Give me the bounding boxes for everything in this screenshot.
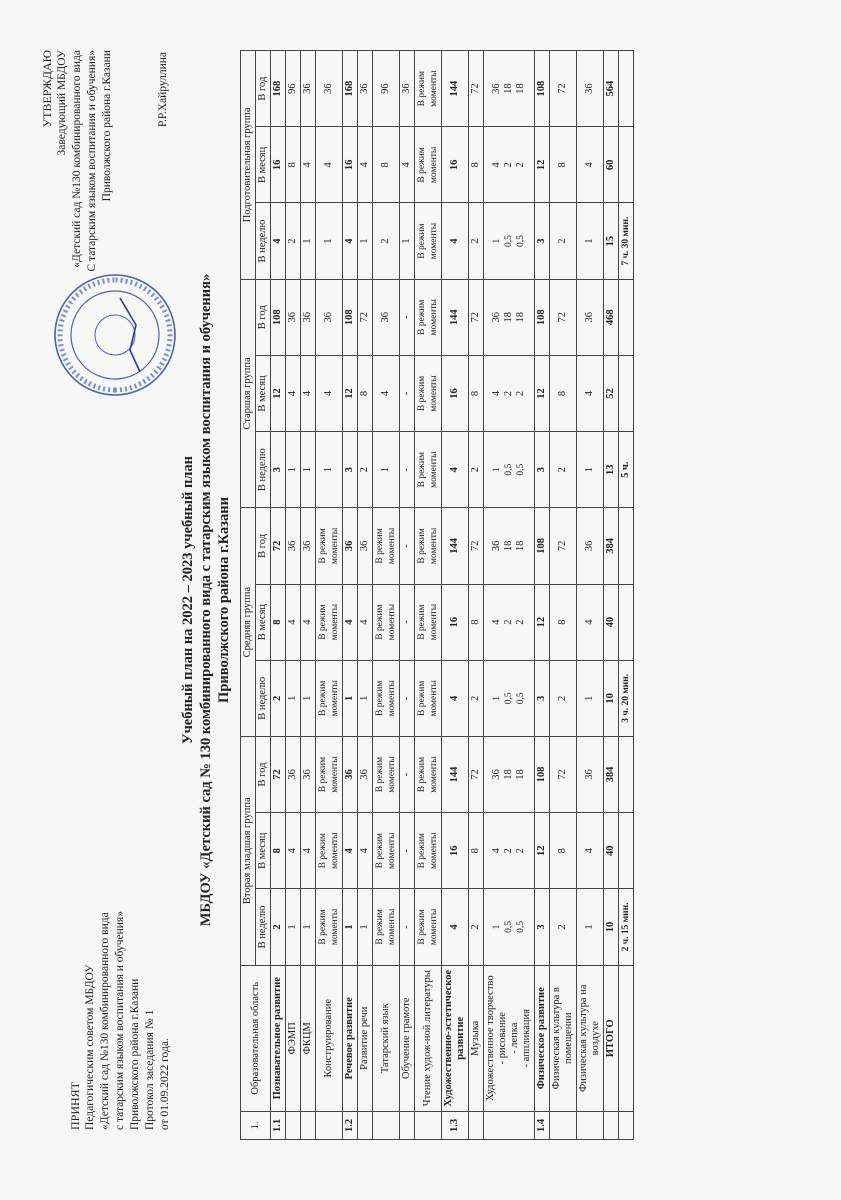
table-cell: 384 — [604, 508, 619, 584]
row-area-name: Физическое развитие — [535, 965, 550, 1111]
table-cell: 15 — [604, 203, 619, 279]
row-area-name: Физическая культура в помещении — [550, 965, 577, 1111]
title-line-2: МБДОУ «Детский сад № 130 комбинированного вида с татарским языком воспитания и обучения» — [198, 273, 214, 927]
table-cell: 8 — [550, 584, 577, 660]
table-cell: 4 — [442, 889, 469, 965]
title-line-1: Учебный план на 2022 – 2023 учебный план — [180, 455, 196, 745]
table-cell: 1 — [577, 203, 604, 279]
table-cell: 36 — [373, 279, 400, 355]
row-number — [550, 1111, 577, 1139]
row-area-name: Художественно-эстетическое развитие — [442, 965, 469, 1111]
table-cell: 108 — [535, 736, 550, 812]
table-cell: 1 — [358, 889, 373, 965]
row-number — [577, 1111, 604, 1139]
table-cell: 2 — [550, 889, 577, 965]
table-row — [343, 51, 358, 1140]
row-area-name: ИТОГО — [604, 965, 619, 1111]
accepted-line: от 01.09.2022 года. — [159, 1038, 171, 1130]
row-number: 1.2 — [343, 1111, 358, 1139]
table-cell: 1 — [286, 432, 301, 508]
table-cell: 4 — [358, 584, 373, 660]
table-cell: - — [400, 432, 415, 508]
group-header: Старшая группа — [241, 279, 256, 508]
table-cell: 36 18 18 — [484, 736, 535, 812]
table-cell: 2 — [550, 432, 577, 508]
table-cell: 384 — [604, 736, 619, 812]
title-line-3: Приволжского района г.Казани — [216, 497, 232, 703]
table-cell: 1 — [286, 660, 301, 736]
table-cell: 36 — [301, 279, 316, 355]
table-cell: 2 — [469, 432, 484, 508]
table-cell: 8 — [550, 127, 577, 203]
table-cell: В режим моменты — [373, 813, 400, 889]
table-cell — [619, 51, 634, 127]
table-cell: 12 — [271, 355, 286, 431]
table-cell: В режим моменты — [415, 584, 442, 660]
table-cell: 4 — [271, 203, 286, 279]
table-cell: 96 — [373, 51, 400, 127]
table-cell: 72 — [550, 508, 577, 584]
table-cell — [619, 355, 634, 431]
group-header: Подготовительная группа — [241, 51, 256, 280]
table-cell: 36 — [577, 508, 604, 584]
table-cell: 36 — [301, 736, 316, 812]
table-cell — [619, 736, 634, 812]
table-cell: 4 — [400, 127, 415, 203]
table-cell: 72 — [550, 736, 577, 812]
table-cell: В режим моменты — [373, 736, 400, 812]
table-cell: 2 — [550, 203, 577, 279]
table-cell: 1 — [343, 889, 358, 965]
table-row — [577, 51, 604, 1140]
table-cell: 2 — [550, 660, 577, 736]
table-cell: 1 0,5 0,5 — [484, 660, 535, 736]
table-row — [469, 51, 484, 1140]
table-cell: 4 — [577, 813, 604, 889]
table-cell: 1 — [400, 203, 415, 279]
table-cell: 1 0,5 0,5 — [484, 432, 535, 508]
table-cell: 108 — [271, 279, 286, 355]
row-number — [286, 1111, 301, 1139]
row-number — [619, 1111, 634, 1139]
table-cell: 8 — [373, 127, 400, 203]
table-cell: 8 — [271, 584, 286, 660]
table-cell: 108 — [535, 279, 550, 355]
table-cell: 3 — [535, 432, 550, 508]
table-cell: 12 — [535, 813, 550, 889]
table-row — [415, 51, 442, 1140]
table-cell: В режим моменты — [373, 508, 400, 584]
table-cell: 8 — [469, 355, 484, 431]
accepted-line: «Детский сад №130 комбинированного вида — [99, 912, 111, 1130]
period-header: В неделю — [256, 432, 271, 508]
table-cell: 1 — [286, 889, 301, 965]
table-cell: 2 — [271, 889, 286, 965]
table-cell — [619, 584, 634, 660]
period-header: В год — [256, 508, 271, 584]
period-header: В неделю — [256, 203, 271, 279]
table-cell: 1 — [373, 432, 400, 508]
row-number: 1.1 — [271, 1111, 286, 1139]
table-cell: В режим моменты — [415, 51, 442, 127]
row-area-name: ФКЦМ — [301, 965, 316, 1111]
table-cell: 3 — [535, 203, 550, 279]
row-number — [415, 1111, 442, 1139]
table-cell: 4 — [301, 584, 316, 660]
table-cell: 3 — [535, 889, 550, 965]
table-cell: 4 — [442, 432, 469, 508]
period-header: В год — [256, 736, 271, 812]
table-row — [316, 51, 343, 1140]
row-number — [484, 1111, 535, 1139]
table-cell: 1 — [358, 660, 373, 736]
table-cell: 72 — [550, 51, 577, 127]
table-cell: 144 — [442, 736, 469, 812]
table-cell: - — [400, 660, 415, 736]
table-row — [400, 51, 415, 1140]
table-cell: 5 ч. — [619, 432, 634, 508]
row-number — [358, 1111, 373, 1139]
table-cell: 1 — [316, 432, 343, 508]
table-cell: 36 — [286, 508, 301, 584]
period-header: В месяц — [256, 355, 271, 431]
table-cell: В режим моменты — [415, 127, 442, 203]
table-cell: 36 — [301, 508, 316, 584]
table-row — [484, 51, 535, 1140]
table-cell: 8 — [550, 813, 577, 889]
approved-line: Заведующий МБДОУ — [56, 50, 68, 156]
table-cell: 4 — [343, 584, 358, 660]
table-cell: 1 — [301, 432, 316, 508]
table-cell: 72 — [271, 508, 286, 584]
table-cell: 2 — [469, 889, 484, 965]
table-cell: 8 — [469, 127, 484, 203]
table-cell: - — [400, 508, 415, 584]
col-area-header: Образовательная область — [241, 965, 271, 1111]
table-cell — [619, 508, 634, 584]
row-area-name: Развитие речи — [358, 965, 373, 1111]
row-number — [469, 1111, 484, 1139]
table-cell: 16 — [343, 127, 358, 203]
table-cell: 1 — [577, 889, 604, 965]
table-cell: 4 — [358, 813, 373, 889]
table-cell: 4 — [286, 813, 301, 889]
table-cell: 36 — [358, 736, 373, 812]
table-cell: 3 ч. 20 мин. — [619, 660, 634, 736]
table-cell: 144 — [442, 279, 469, 355]
accepted-line: Протокол заседания № 1 — [144, 1009, 156, 1130]
table-cell: 10 — [604, 889, 619, 965]
table-cell: 36 18 18 — [484, 51, 535, 127]
table-cell: 36 18 18 — [484, 279, 535, 355]
table-cell: 2 — [373, 203, 400, 279]
table-row — [535, 51, 550, 1140]
curriculum-table — [240, 50, 634, 1140]
table-cell: 564 — [604, 51, 619, 127]
table-cell: 4 — [316, 127, 343, 203]
table-cell: 16 — [442, 355, 469, 431]
table-cell: 8 — [358, 355, 373, 431]
table-row — [286, 51, 301, 1140]
table-cell: 36 — [316, 51, 343, 127]
table-cell: 72 — [469, 51, 484, 127]
table-cell: В режим моменты — [415, 660, 442, 736]
table-cell: 2 — [271, 660, 286, 736]
accepted-line: Приволжского района г.Казани — [129, 978, 141, 1130]
row-area-name: Музыка — [469, 965, 484, 1111]
table-cell: 16 — [271, 127, 286, 203]
period-header: В месяц — [256, 813, 271, 889]
table-cell: 1 0,5 0,5 — [484, 889, 535, 965]
table-cell: В режим моменты — [415, 203, 442, 279]
table-cell: 36 — [358, 508, 373, 584]
table-cell: 52 — [604, 355, 619, 431]
table-cell: 4 — [286, 355, 301, 431]
table-cell: 1 — [301, 660, 316, 736]
accepted-line: Педагогическим советом МБДОУ — [84, 964, 96, 1130]
table-cell: 10 — [604, 660, 619, 736]
table-cell: 72 — [469, 736, 484, 812]
table-cell: В режим моменты — [415, 508, 442, 584]
table-cell: 1 — [343, 660, 358, 736]
table-cell: 96 — [286, 51, 301, 127]
table-cell: 36 — [301, 51, 316, 127]
table-cell: 36 — [577, 51, 604, 127]
table-cell: 2 — [358, 432, 373, 508]
table-cell: В режим моменты — [316, 660, 343, 736]
table-cell: 12 — [535, 127, 550, 203]
table-cell: 4 — [577, 584, 604, 660]
table-cell: 4 — [442, 203, 469, 279]
table-row — [550, 51, 577, 1140]
signature-name: Р.Р.Хайруллина — [157, 52, 169, 127]
table-cell: 108 — [535, 51, 550, 127]
table-cell: 4 — [442, 660, 469, 736]
table-cell: 36 — [286, 736, 301, 812]
row-area-name — [619, 965, 634, 1111]
table-cell: 4 2 2 — [484, 813, 535, 889]
table-cell: В режим моменты — [415, 279, 442, 355]
table-cell: 60 — [604, 127, 619, 203]
table-cell: 4 — [343, 203, 358, 279]
table-cell: 72 — [271, 736, 286, 812]
row-number: 1.3 — [442, 1111, 469, 1139]
table-cell: В режим моменты — [316, 889, 343, 965]
period-header: В неделю — [256, 889, 271, 965]
table-cell: 1 — [577, 660, 604, 736]
table-cell: - — [400, 279, 415, 355]
row-area-name: Физическая культура на воздухе — [577, 965, 604, 1111]
table-cell: 36 — [577, 279, 604, 355]
table-cell: 4 — [301, 127, 316, 203]
table-cell: 108 — [535, 508, 550, 584]
row-area-name: Обучение грамоте — [400, 965, 415, 1111]
group-header: Вторая младшая группа — [241, 736, 256, 965]
table-cell: 4 — [301, 813, 316, 889]
table-cell: 168 — [343, 51, 358, 127]
table-cell: - — [400, 889, 415, 965]
table-cell: 40 — [604, 584, 619, 660]
row-area-name: Художественное творчество - рисование - лепка - аппликация — [484, 965, 535, 1111]
accepted-line: с татарским языком воспитания и обучения» — [114, 911, 126, 1130]
table-cell: 36 — [286, 279, 301, 355]
table-cell: 36 — [400, 51, 415, 127]
table-cell: 2 — [469, 203, 484, 279]
accepted-heading: ПРИНЯТ — [68, 1081, 82, 1130]
table-cell: 1 — [301, 203, 316, 279]
table-cell: - — [400, 355, 415, 431]
table-cell: 4 2 2 — [484, 355, 535, 431]
table-cell: В режим моменты — [415, 355, 442, 431]
table-cell: 4 — [301, 355, 316, 431]
period-header: В год — [256, 51, 271, 127]
table-cell: 144 — [442, 51, 469, 127]
table-cell: 4 — [577, 127, 604, 203]
table-cell: 2 ч. 15 мин. — [619, 889, 634, 965]
document-title — [180, 50, 233, 1150]
table-cell: 4 2 2 — [484, 127, 535, 203]
table-cell: В режим моменты — [316, 584, 343, 660]
table-cell: 8 — [286, 127, 301, 203]
table-cell: 3 — [271, 432, 286, 508]
table-cell: 1 — [316, 203, 343, 279]
table-cell: В режим моменты — [373, 660, 400, 736]
rotated-sheet — [40, 50, 800, 1150]
table-cell: В режим моменты — [316, 813, 343, 889]
table-cell: 72 — [469, 508, 484, 584]
table-cell: 8 — [469, 813, 484, 889]
row-number — [373, 1111, 400, 1139]
period-header: В месяц — [256, 584, 271, 660]
table-cell: 4 — [343, 813, 358, 889]
table-cell: 72 — [358, 279, 373, 355]
row-area-name: Конструирование — [316, 965, 343, 1111]
table-cell: В режим моменты — [415, 736, 442, 812]
table-cell: 3 — [343, 432, 358, 508]
table-cell: 13 — [604, 432, 619, 508]
table-cell: 4 — [577, 355, 604, 431]
row-area-name: Татарский язык — [373, 965, 400, 1111]
table-cell: 8 — [550, 355, 577, 431]
table-cell: 108 — [343, 279, 358, 355]
period-header: В год — [256, 279, 271, 355]
table-cell: 4 — [316, 355, 343, 431]
table-cell: 1 0,5 0,5 — [484, 203, 535, 279]
table-cell: - — [400, 736, 415, 812]
table-cell: В режим моменты — [316, 736, 343, 812]
row-number — [301, 1111, 316, 1139]
row-number — [604, 1111, 619, 1139]
table-cell: 144 — [442, 508, 469, 584]
table-cell: 40 — [604, 813, 619, 889]
col-number-header: 1. — [241, 1111, 271, 1139]
table-cell: 12 — [535, 355, 550, 431]
table-row — [358, 51, 373, 1140]
table-cell: 8 — [271, 813, 286, 889]
row-area-name: Речевое развитие — [343, 965, 358, 1111]
table-cell: 36 — [343, 736, 358, 812]
row-number: 1.4 — [535, 1111, 550, 1139]
table-cell: 468 — [604, 279, 619, 355]
approved-block — [40, 50, 115, 470]
table-cell — [619, 279, 634, 355]
table-cell: В режим моменты — [415, 432, 442, 508]
approved-heading: УТВЕРЖДАЮ — [40, 50, 54, 128]
approved-line: С татарским языком воспитания и обучения» — [86, 50, 98, 272]
table-cell: 4 — [373, 355, 400, 431]
table-cell: 2 — [469, 660, 484, 736]
table-cell: 12 — [343, 355, 358, 431]
table-cell: 4 2 2 — [484, 584, 535, 660]
table-cell: 1 — [577, 432, 604, 508]
row-number — [316, 1111, 343, 1139]
table-cell: 8 — [469, 584, 484, 660]
table-cell: 1 — [301, 889, 316, 965]
table-cell: 72 — [550, 279, 577, 355]
table-cell: 36 18 18 — [484, 508, 535, 584]
table-cell — [619, 127, 634, 203]
table-cell: 16 — [442, 127, 469, 203]
table-cell: - — [400, 813, 415, 889]
table-cell: 1 — [358, 203, 373, 279]
table-cell: В режим моменты — [373, 889, 400, 965]
table-row — [271, 51, 286, 1140]
table-cell — [619, 813, 634, 889]
table-row — [373, 51, 400, 1140]
accepted-block — [68, 710, 173, 1130]
table-row — [442, 51, 469, 1140]
table-cell: 36 — [577, 736, 604, 812]
period-header: В неделю — [256, 660, 271, 736]
approved-line: Приволжского района г.Казани — [101, 50, 113, 202]
table-cell: 36 — [358, 51, 373, 127]
table-cell: В режим моменты — [316, 508, 343, 584]
table-cell: - — [400, 584, 415, 660]
table-cell: 12 — [535, 584, 550, 660]
table-row — [619, 51, 634, 1140]
table-cell: 7 ч. 30 мин. — [619, 203, 634, 279]
group-header: Средняя группа — [241, 508, 256, 737]
row-area-name: Чтение худож-ной литературы — [415, 965, 442, 1111]
table-cell: 36 — [343, 508, 358, 584]
table-cell: В режим моменты — [415, 889, 442, 965]
table-row — [301, 51, 316, 1140]
table-cell: В режим моменты — [415, 813, 442, 889]
row-number — [400, 1111, 415, 1139]
period-header: В месяц — [256, 127, 271, 203]
approved-line: «Детский сад №130 комбинированного вида — [71, 50, 83, 268]
table-row — [604, 51, 619, 1140]
table-cell: В режим моменты — [373, 584, 400, 660]
table-cell: 2 — [286, 203, 301, 279]
row-area-name: ФЭМП — [286, 965, 301, 1111]
row-area-name: Познавательное развитие — [271, 965, 286, 1111]
table-cell: 72 — [469, 279, 484, 355]
table-cell: 4 — [286, 584, 301, 660]
table-cell: 16 — [442, 813, 469, 889]
table-cell: 4 — [358, 127, 373, 203]
table-cell: 36 — [316, 279, 343, 355]
table-cell: 3 — [535, 660, 550, 736]
table-cell: 168 — [271, 51, 286, 127]
table-cell: 16 — [442, 584, 469, 660]
